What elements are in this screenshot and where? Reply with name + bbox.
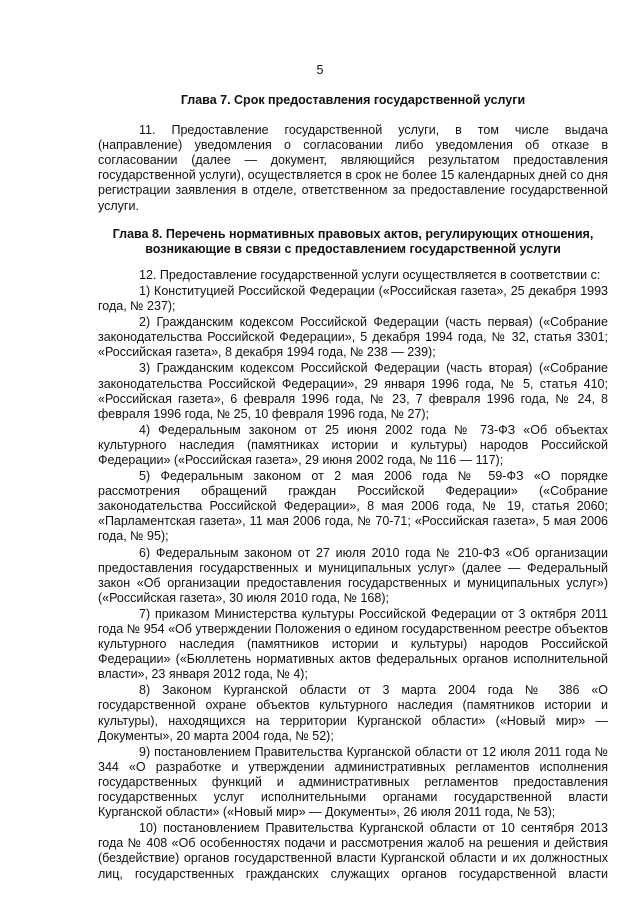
page-number: 5 bbox=[316, 63, 324, 77]
chapter-7-heading: Глава 7. Срок предоставления государственной услуги bbox=[180, 93, 526, 107]
list-item: 8) Законом Курганской области от 3 марта 2004 года № 386 «О государственной охране объектов культурного наследия (памятников истории и культуры), находящихся на территории Курганской области» («Новый мир» — Документы», 20 марта 2004 года, № 52); bbox=[98, 683, 608, 743]
list-item: 6) Федеральным законом от 27 июля 2010 года № 210-ФЗ «Об организации предоставления государственных и муниципальных услуг» (далее — Федеральный закон «Об организации предоставления государственных и муниципальных услуг») («Российская газета», 30 июля 2010 года, № 168); bbox=[98, 545, 608, 605]
legal-acts-list bbox=[98, 284, 608, 882]
paragraph-11: 11. Предоставление государственной услуги, в том числе выдача (направление) уведомления о согласовании либо уведомления об отказе в согласовании (далее — документ, являющийся результатом предоставления государственной услуги), осуществляется в срок не более 15 календарных дней со дня регистрации заявления в отделе, ответственном за предоставление государственной услуги. bbox=[98, 123, 608, 213]
list-item: 4) Федеральным законом от 25 июня 2002 года № 73-ФЗ «Об объектах культурного наследия (памятниках истории и культуры) народов Российской Федерации» («Российская газета», 29 июня 2002 года, № 116 — 117); bbox=[98, 422, 608, 467]
list-item: 10) постановлением Правительства Курганской области от 10 сентября 2013 года № 408 «Об особенностях подачи и рассмотрения жалоб на решения и действия (бездействие) органов государственной власти Курганской области и их должностных лиц, государственных гражданских служащих органов государственной власти bbox=[98, 821, 608, 881]
list-item: 2) Гражданским кодексом Российской Федерации (часть первая) («Собрание законодательства Российской Федерации», 5 декабря 1994 года, № 32, статья 3301; «Российская газета», 8 декабря 1994 года, № 238 — 239); bbox=[98, 315, 608, 360]
chapter-8-heading: Глава 8. Перечень нормативных правовых актов, регулирующих отношения, возникающие в связи с предоставлением государственной услуги bbox=[112, 226, 594, 256]
list-item: 1) Конституцией Российской Федерации («Российская газета», 25 декабря 1993 года, № 237); bbox=[98, 283, 608, 314]
paragraph-12-intro: 12. Предоставление государственной услуги осуществляется в соответствии с: bbox=[139, 267, 601, 282]
list-item: 7) приказом Министерства культуры Российской Федерации от 3 октября 2011 года № 954 «Об утверждении Положения о едином государственном реестре объектов культурного наследия (памятников истории и культуры) народов Российской Федерации» («Бюллетень нормативных актов федеральных органов исполнительной власти», 23 января 2012 года, № 4); bbox=[98, 606, 608, 682]
list-item: 5) Федеральным законом от 2 мая 2006 года № 59-ФЗ «О порядке рассмотрения обращений граждан Российской Федерации» («Собрание законодательства Российской Федерации», 8 мая 2006 года, № 19, статья 2060; «Парламентская газета», 11 мая 2006 года, № 70-71; «Российская газета», 5 мая 2006 года, № 95); bbox=[98, 469, 608, 544]
list-item: 9) постановлением Правительства Курганской области от 12 июля 2011 года № 344 «О разработке и утверждении административных регламентов исполнения государственных функций и административных регламентов предоставления государственных услуг исполнительными органами государственной власти Курганской области» («Новый мир» — Документы», 26 июля 2011 года, № 53); bbox=[98, 744, 608, 820]
list-item: 3) Гражданским кодексом Российской Федерации (часть вторая) («Собрание законодательства Российской Федерации», 29 января 1996 года, № 5, статья 410; «Российская газета», 6 февраля 1996 года, № 23, 7 февраля 1996 года, № 24, 8 февраля 1996 года, № 25, 10 февраля 1996 года, № 27); bbox=[98, 361, 608, 421]
page-content bbox=[98, 93, 608, 882]
